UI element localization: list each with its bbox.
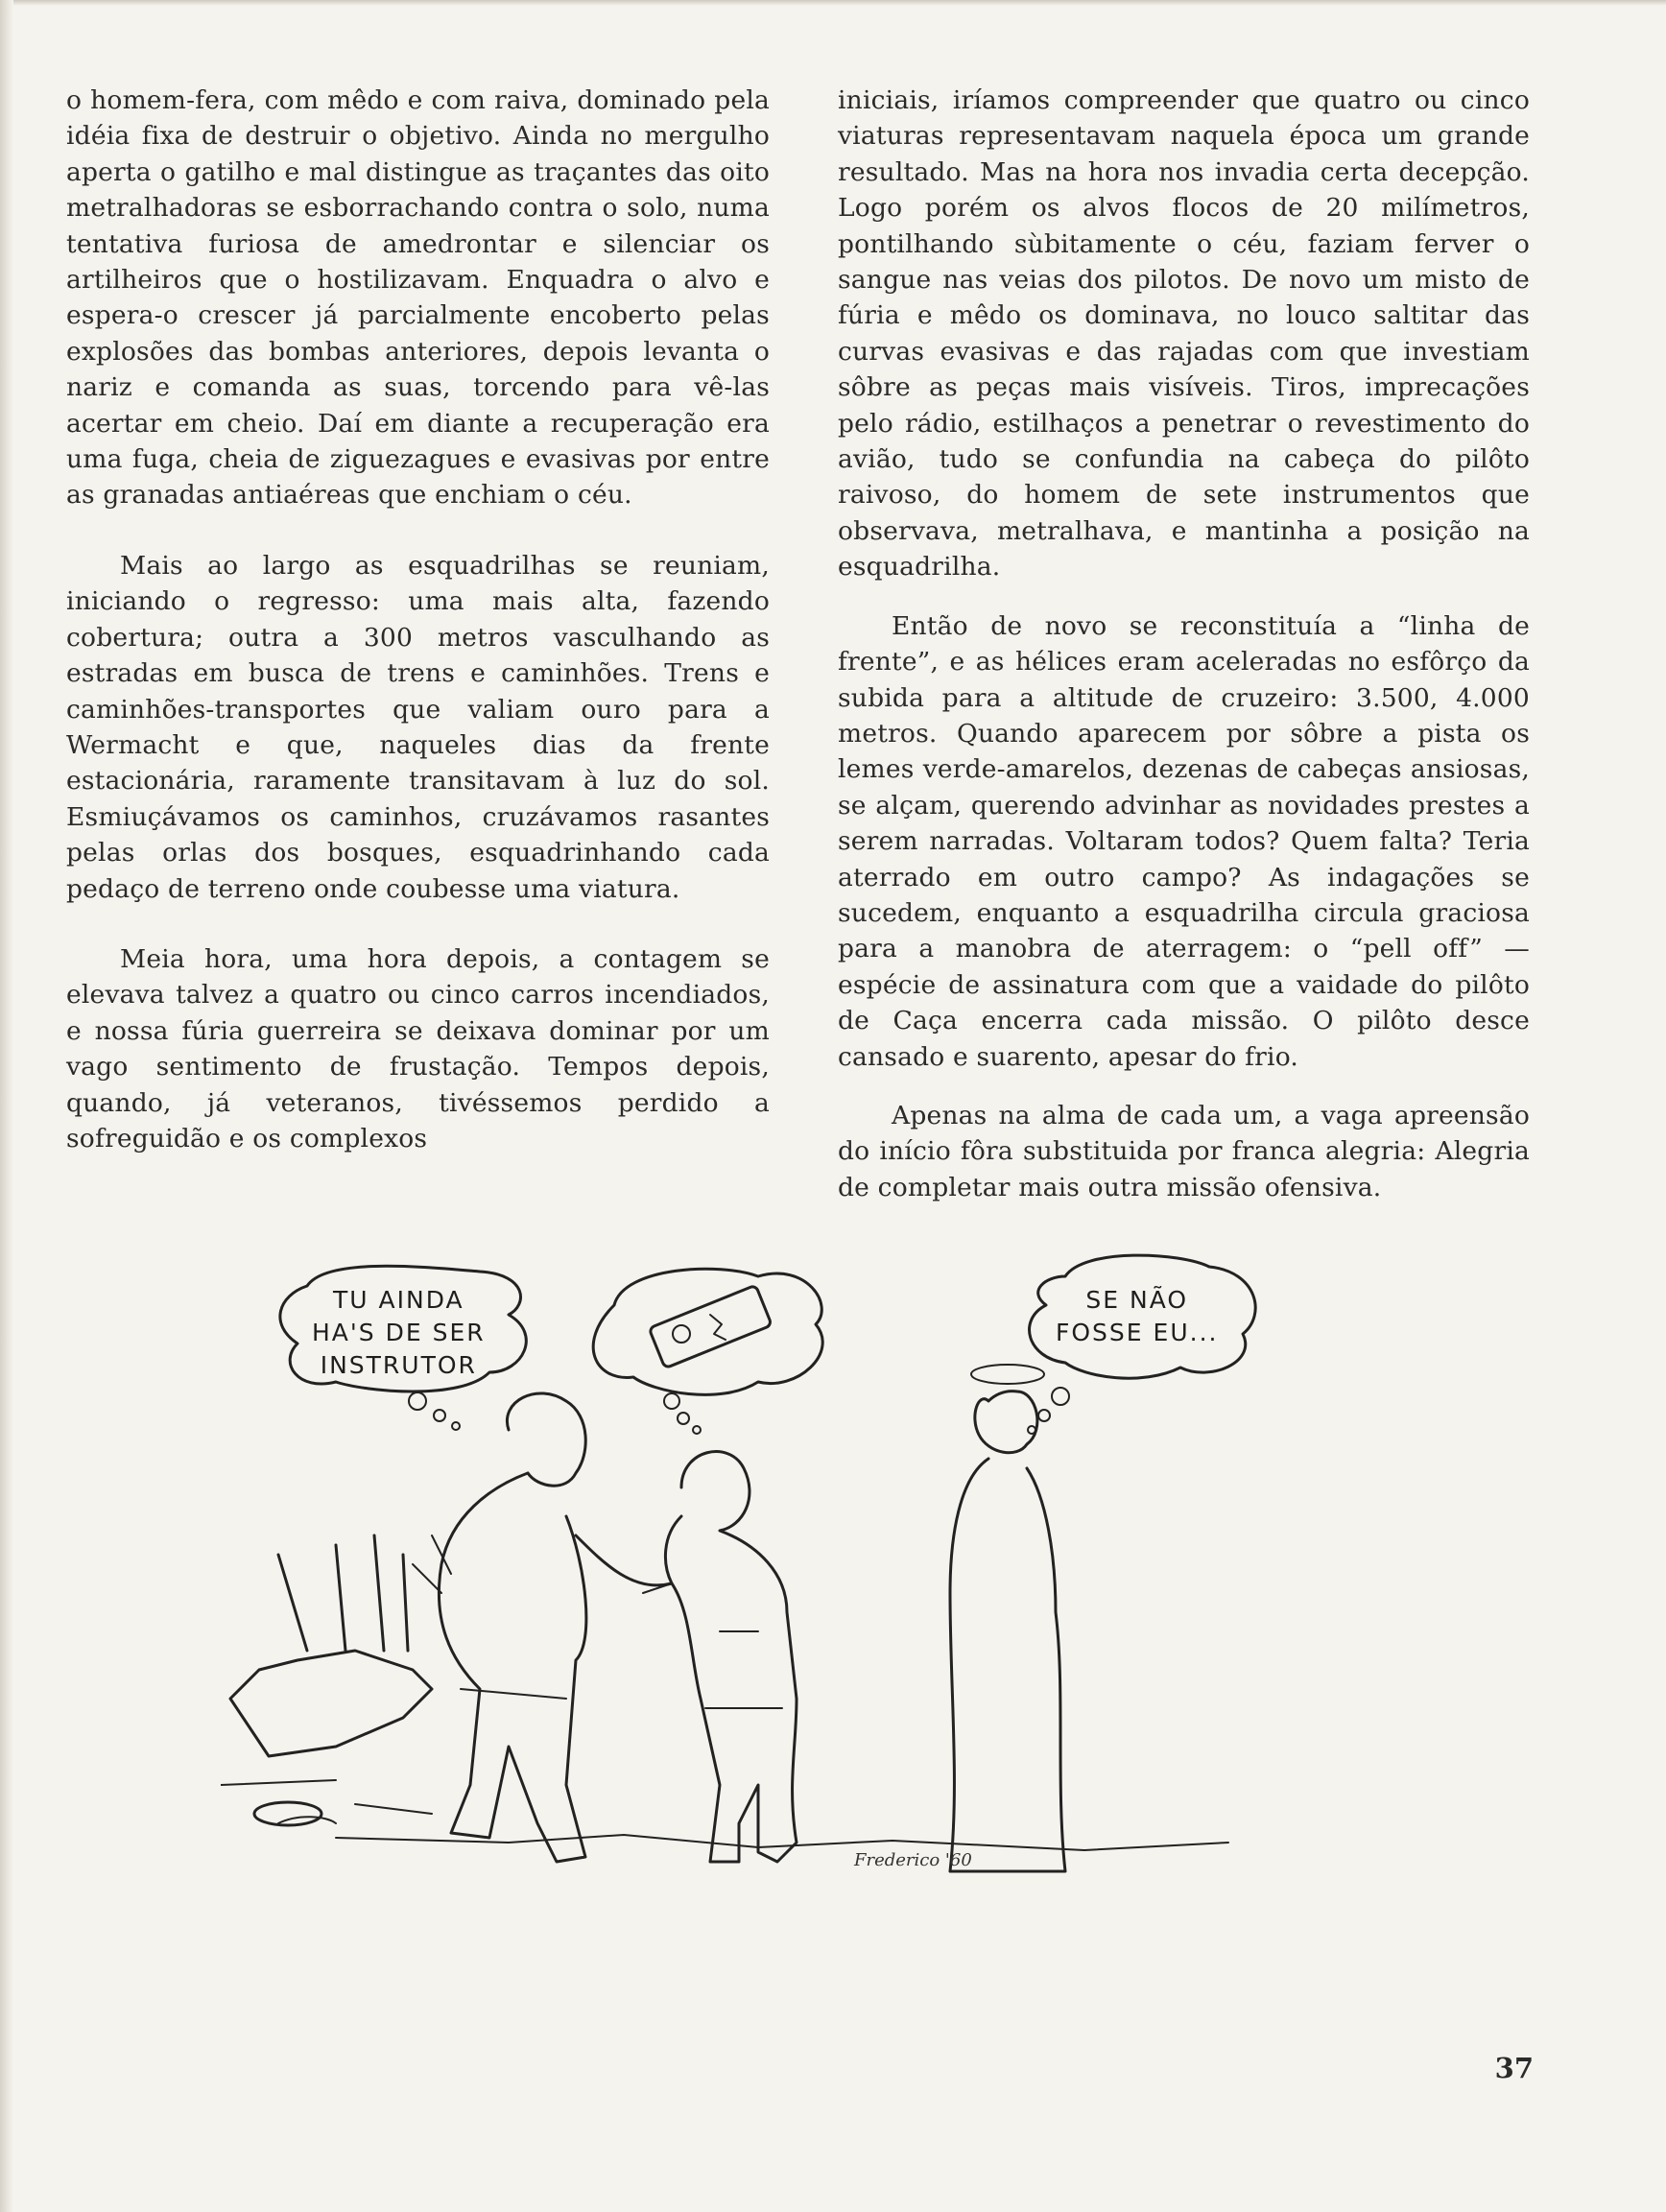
rank-insignia-icon <box>649 1285 772 1368</box>
thought-dot <box>1052 1388 1069 1405</box>
right-text-column <box>838 83 1530 1205</box>
thought-dot <box>693 1426 701 1434</box>
ghost-figure <box>950 1391 1065 1871</box>
artist-signature: Frederico '60 <box>854 1850 972 1870</box>
thought-dot <box>678 1413 689 1424</box>
thought-dot <box>1038 1410 1050 1421</box>
page-number: 37 <box>1494 2052 1534 2084</box>
thought-bubble-center <box>593 1269 822 1394</box>
left-text-column <box>66 83 770 1156</box>
thought-dot <box>409 1392 426 1410</box>
instructor-details <box>413 1535 566 1699</box>
tire-icon <box>254 1802 321 1825</box>
ground-line <box>336 1835 1228 1850</box>
right-paragraph-3: Apenas na alma de cada um, a vaga apreensão do início fôra substituida por franca alegria: Alegria de completar mais outra missão ofensiva. <box>838 1100 1530 1202</box>
instructor-figure <box>439 1393 672 1862</box>
page-edge-left <box>0 0 13 2212</box>
thought-dot <box>452 1422 460 1430</box>
bubble-right-text: SE NÃO FOSSE EU... <box>1056 1286 1219 1346</box>
left-paragraph-2: Mais ao largo as esquadrilhas se reuniam, iniciando o regresso: uma mais alta, fazendo cobertura; outra a 300 metros vasculhando as estradas em busca de trens e caminhões. Trens e caminhões-transportes que valiam ouro para a Wermacht e que, naqueles dias da frente estacionária, raramente transitavam à luz do sol. Esmiuçávamos os caminhos, cruzávamos rasantes pelas orlas dos bosques, esquadrinhando cada pedaço de terreno onde coubesse uma viatura. <box>66 550 770 904</box>
insignia-wings <box>710 1315 726 1340</box>
thought-dot <box>664 1393 679 1409</box>
cartoon-illustration <box>221 1248 1468 1900</box>
halo-icon <box>971 1365 1044 1384</box>
wrecked-plane <box>230 1535 432 1756</box>
right-paragraph-2: Então de novo se reconstituía a “linha de frente”, e as hélices eram aceleradas no esfôrço da subida para a altitude de cruzeiro: 3.500, 4.000 metros. Quando aparecem por sôbre a pista os lemes verde-amarelos, dezenas de cabeças ansiosas, se alçam, querendo advinhar as novidades prestes a serem narradas. Voltaram todos? Quem falta? Teria aterrado em outro campo? As indagações se sucedem, enquanto a esquadrilha circula graciosa para a manobra de aterragem: o “pell off” — espécie de assinatura com que a vaidade do pilôto de Caça encerra cada missão. O pilôto desce cansado e suarento, apesar do frio. <box>838 610 1530 1072</box>
pilot-details <box>643 1583 782 1708</box>
thought-dot <box>434 1410 445 1421</box>
left-paragraph-1: o homem-fera, com mêdo e com raiva, dominado pela idéia fixa de destruir o objetivo. Ainda no mergulho aperta o gatilho e mal distingue as traçantes das oito metralhadoras se esborrachando contra o solo, numa tentativa furiosa de amedrontar e silenciar os artilheiros que o hostilizavam. Enquadra o alvo e espera-o crescer já parcialmente encoberto pelas explosões das bombas anteriores, depois levanta o nariz e comanda as suas, torcendo para vê-las acertar em cheio. Daí em diante a recuperação era uma fuga, cheia de ziguezagues e evasivas por entre as granadas antiaéreas que enchiam o céu. <box>66 85 770 511</box>
insignia-emblem <box>673 1325 690 1343</box>
debris-lines <box>221 1780 432 1823</box>
pilot-figure <box>665 1452 797 1862</box>
left-paragraph-3: Meia hora, uma hora depois, a contagem se elevava talvez a quatro ou cinco carros incendiados, e nossa fúria guerreira se deixava dominar por um vago sentimento de frustação. Tempos depois, quando, já veteranos, tivéssemos perdido a sofreguidão e os complexos <box>66 943 770 1154</box>
bubble-left-text: TU AINDA HA'S DE SER INSTRUTOR <box>312 1286 486 1379</box>
page-edge-top <box>0 0 1666 6</box>
right-paragraph-1: iniciais, iríamos compreender que quatro ou cinco viaturas representavam naquela época um grande resultado. Mas na hora nos invadia certa decepção. Logo porém os alvos flocos de 20 milímetros, pontilhando sùbitamente o céu, faziam ferver o sangue nas veias dos pilotos. De novo um misto de fúria e mêdo os dominava, no louco saltitar das curvas evasivas e das rajadas com que investiam sôbre as peças mais visíveis. Tiros, imprecações pelo rádio, estilhaços a penetrar o revestimento do avião, tudo se confundia na cabeça do pilôto raivoso, do homem de sete instrumentos que observava, metralhava, e mantinha a posição na esquadrilha. <box>838 85 1530 583</box>
